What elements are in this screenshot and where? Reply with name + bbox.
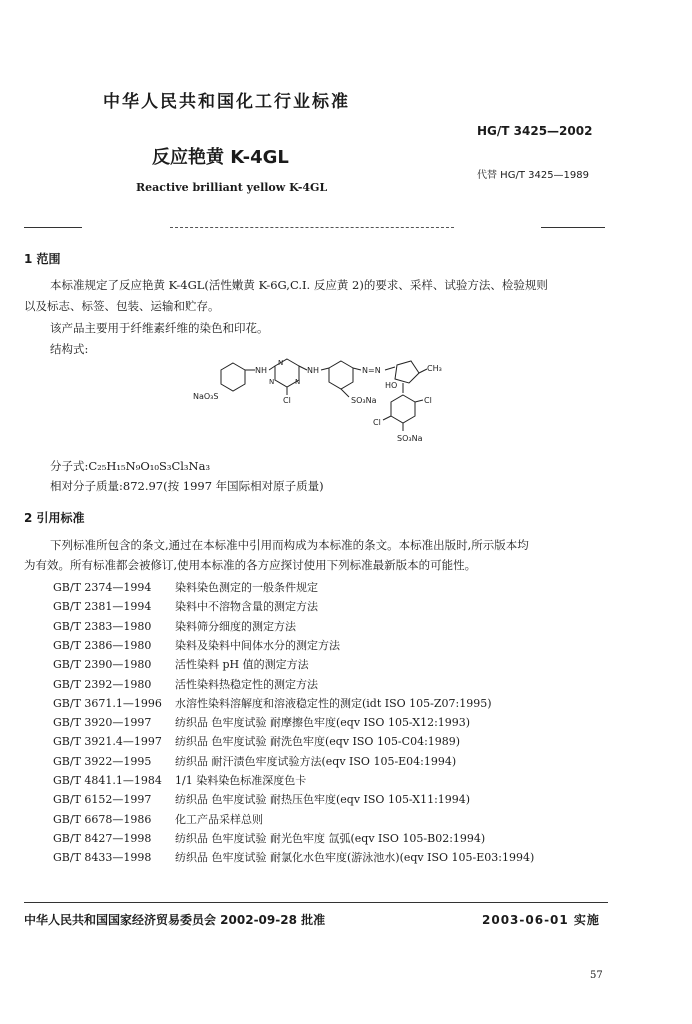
reference-code: GB/T 2392—1980 (53, 677, 152, 691)
structure-cl-b: Cl (373, 418, 381, 427)
reference-title: 纺织品 色牢度试验 耐氯化水色牢度(游泳池水)(eqv ISO 105-E03:1994) (175, 851, 535, 865)
reference-title: 水溶性染料溶解度和溶液稳定性的测定(idt ISO 105-Z07:1995) (175, 696, 492, 710)
reference-code: GB/T 6152—1997 (53, 793, 152, 807)
reference-item (53, 753, 456, 769)
reference-item (53, 849, 534, 865)
reference-title: 纺织品 色牢度试验 耐洗色牢度(eqv ISO 105-C04:1989) (175, 735, 461, 749)
structure-so3na-bottom: SO₃Na (397, 434, 423, 443)
section-2-paragraph-line-1: 下列标准所包含的条文,通过在本标准中引用而构成为本标准的条文。本标准出版时,所示版本均 (50, 538, 529, 552)
reference-title: 活性染料 pH 值的测定方法 (175, 658, 309, 672)
reference-code: GB/T 2381—1994 (53, 600, 152, 614)
reference-title: 纺织品 色牢度试验 耐光色牢度 氙弧(eqv ISO 105-B02:1994) (175, 831, 486, 845)
section-2-heading: 2 引用标准 (24, 511, 85, 525)
section-2-paragraph-line-2: 为有效。所有标准都会被修订,使用本标准的各方应探讨使用下列标准最新版本的可能性。 (24, 558, 477, 572)
header-rule-right (541, 227, 605, 228)
reference-code: GB/T 3920—1997 (53, 716, 152, 730)
implementation-date: 2003-06-01 实施 (482, 913, 600, 927)
reference-title: 染料染色测定的一般条件规定 (175, 581, 318, 594)
structure-naso3: NaO₃S (193, 392, 219, 401)
structure-cl-a: Cl (424, 396, 432, 405)
reference-title: 1/1 染料染色标准深度色卡 (175, 774, 307, 787)
reference-title: 纺织品 色牢度试验 耐热压色牢度(eqv ISO 105-X11:1994) (175, 793, 471, 807)
molecular-formula: 分子式:C₂₅H₁₅N₉O₁₀S₃Cl₃Na₃ (50, 459, 211, 473)
reference-code: GB/T 2383—1980 (53, 619, 152, 633)
header-rule-left (24, 227, 82, 228)
left-benzene-ring (221, 363, 245, 391)
reference-code: GB/T 3671.1—1996 (53, 696, 162, 710)
standard-number: HG/T 3425—2002 (477, 124, 593, 138)
reference-code: GB/T 6678—1986 (53, 812, 152, 826)
reference-code: GB/T 2390—1980 (53, 658, 152, 672)
reference-title: 染料中不溶物含量的测定方法 (175, 600, 318, 614)
reference-item (53, 714, 470, 730)
approval-line: 中华人民共和国国家经济贸易委员会 2002-09-28 批准 (24, 913, 326, 927)
svg-text:N: N (278, 359, 284, 367)
reference-code: GB/T 2374—1994 (53, 581, 152, 594)
molecular-mass: 相对分子质量:872.97(按 1997 年国际相对原子质量) (50, 479, 324, 493)
reference-title: 染料筛分细度的测定方法 (175, 619, 296, 633)
reference-item (53, 656, 309, 672)
reference-title: 化工产品采样总则 (175, 812, 263, 826)
section-1-paragraph-line-2: 以及标志、标签、包装、运输和贮存。 (24, 299, 220, 313)
reference-item (53, 811, 263, 827)
reference-title: 活性染料热稳定性的测定方法 (175, 677, 318, 691)
reference-code: GB/T 2386—1980 (53, 638, 152, 652)
page-number: 57 (590, 970, 603, 981)
footer-rule (24, 902, 608, 903)
reference-title: 纺织品 色牢度试验 耐摩擦色牢度(eqv ISO 105-X12:1993) (175, 716, 471, 730)
reference-code: GB/T 8433—1998 (53, 851, 152, 865)
reference-item (53, 830, 485, 846)
structure-ho: HO (385, 381, 398, 390)
structure-azo: N=N (362, 366, 381, 375)
svg-text:N: N (295, 378, 301, 386)
section-1-paragraph-line-1: 本标准规定了反应艳黄 K-4GL(活性嫩黄 K-6G,C.I. 反应黄 2)的要求、采样、试验方法、检验规则 (50, 278, 548, 292)
structure-label: 结构式: (50, 342, 89, 356)
reference-title: 纺织品 耐汗渍色牢度试验方法(eqv ISO 105-E04:1994) (175, 754, 457, 768)
bottom-benzene-ring (391, 395, 415, 423)
reference-item (53, 579, 318, 595)
section-1-usage: 该产品主要用于纤维素纤维的染色和印花。 (50, 321, 269, 335)
reference-code: GB/T 4841.1—1984 (53, 774, 162, 787)
reference-item (53, 618, 296, 634)
section-1-heading: 1 范围 (24, 252, 61, 266)
reference-item (53, 676, 318, 692)
reference-code: GB/T 3921.4—1997 (53, 735, 162, 749)
reference-code: GB/T 3922—1995 (53, 754, 152, 768)
document-title-en: Reactive brilliant yellow K-4GL (136, 181, 328, 194)
structure-cl-triazine: Cl (283, 396, 291, 405)
reference-item (53, 598, 318, 614)
reference-item (53, 695, 492, 711)
reference-item (53, 772, 306, 788)
reference-item (53, 791, 470, 807)
structure-nh-left: NH (255, 366, 267, 375)
header-rule-middle (170, 227, 454, 228)
structure-so3na-mid: SO₃Na (351, 396, 377, 405)
standard-header-title: 中华人民共和国化工行业标准 (103, 92, 350, 112)
structure-ch3: CH₃ (427, 364, 442, 373)
pyrazolone-ring (395, 361, 419, 383)
reference-title: 染料及染料中间体水分的测定方法 (175, 638, 340, 652)
structure-nh-right: NH (307, 366, 319, 375)
document-title-cn: 反应艳黄 K-4GL (152, 147, 289, 168)
replaces-standard: 代替 HG/T 3425—1989 (477, 170, 590, 181)
svg-text:N: N (269, 378, 275, 386)
structural-formula-diagram (185, 355, 455, 451)
middle-benzene-ring (329, 361, 353, 389)
reference-item (53, 637, 340, 653)
reference-code: GB/T 8427—1998 (53, 831, 152, 845)
reference-item (53, 733, 460, 749)
